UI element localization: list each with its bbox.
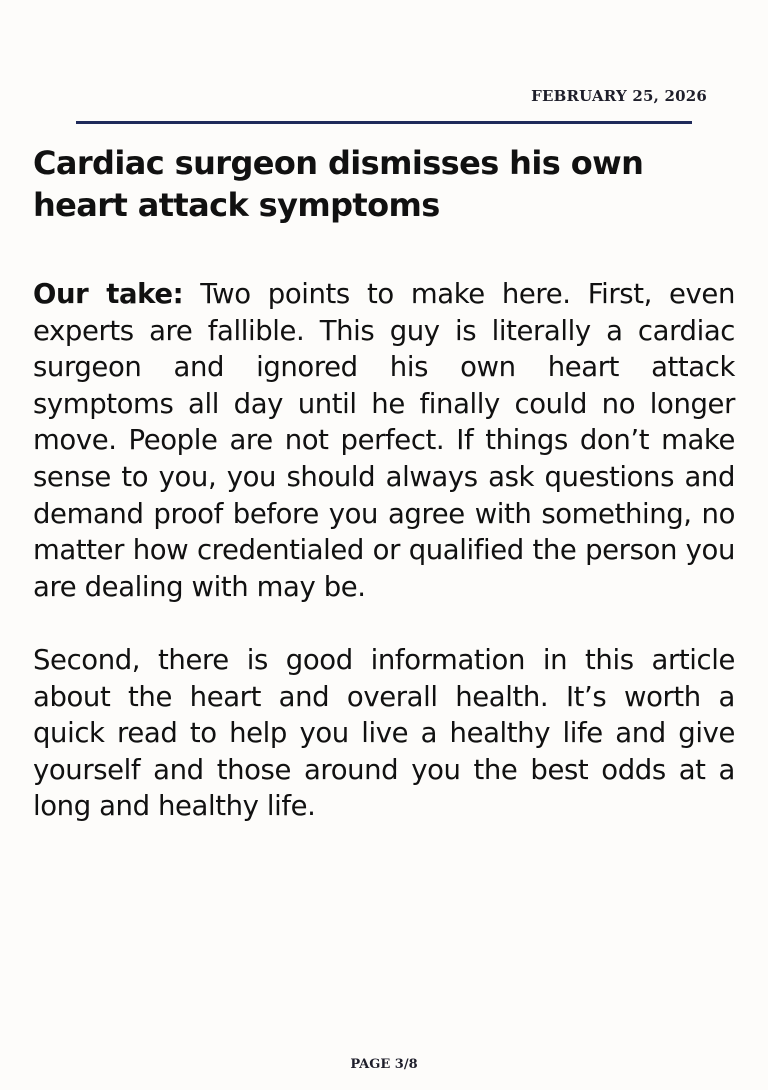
paragraph-our-take: [33, 276, 735, 605]
paragraph-second: Second, there is good information in this article about the heart and overall health. It’s worth a quick read to help you live a healthy life and give yourself and those around you the best odds at a long and healthy life.: [33, 643, 735, 823]
page-number: PAGE 3/8: [350, 1057, 418, 1072]
article-headline: Cardiac surgeon dismisses his own heart attack symptoms: [33, 144, 644, 224]
article-body: [33, 276, 735, 862]
header-divider: [76, 121, 692, 124]
our-take-label: Our take:: [33, 278, 184, 310]
publication-date: FEBRUARY 25, 2026: [531, 87, 707, 105]
paragraph-1-text: Two points to make here. First, even experts are fallible. This guy is literally a cardiac surgeon and ignored his own heart attack symptoms all day until he finally could no longer move. People are not perfect. If things don’t make sense to you, you should always ask questions and demand proof before you agree with something, no matter how credentialed or qualified the person you are dealing with may be.: [33, 278, 735, 603]
